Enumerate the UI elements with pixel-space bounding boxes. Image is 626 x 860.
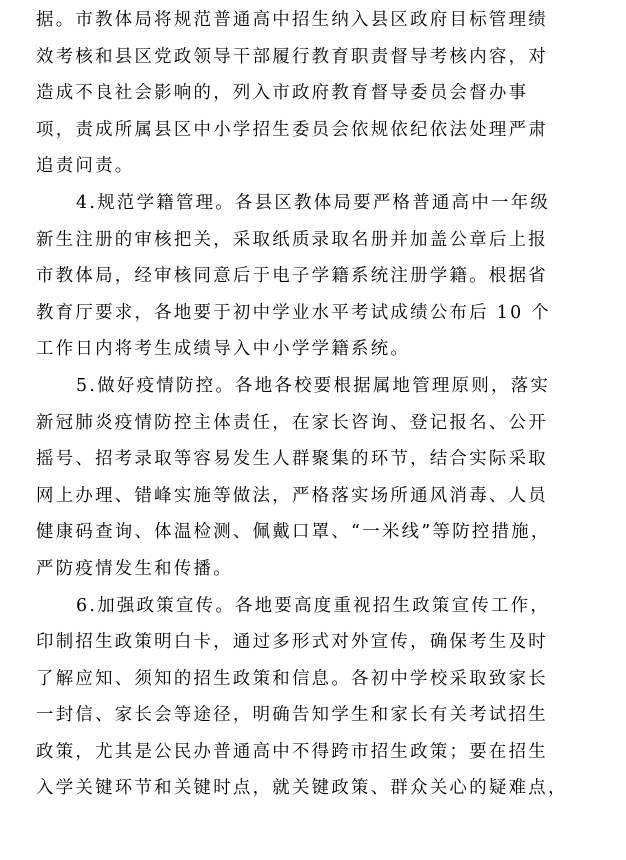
text-line: 严防疫情发生和传播。 [36, 558, 233, 579]
text-line: 4.规范学籍管理。各县区教体局要严格普通高中一年级 [76, 192, 551, 213]
text-line: 市教体局，经审核同意后于电子学籍系统注册学籍。根据省 [36, 266, 548, 287]
text-line: 项，责成所属县区中小学招生委员会依规依纪依法处理严肃 [36, 119, 548, 140]
text-line: 6.加强政策宣传。各地要高度重视招生政策宣传工作， [76, 595, 551, 616]
document-body [36, 0, 568, 807]
text-line: 一封信、家长会等途径，明确告知学生和家长有关考试招生 [36, 705, 548, 726]
text-line: 据。市教体局将规范普通高中招生纳入县区政府目标管理绩 [36, 10, 548, 30]
text-line: 健康码查询、体温检测、佩戴口罩、“一米线”等防控措施， [36, 522, 551, 543]
text-line: 印制招生政策明白卡，通过多形式对外宣传，确保考生及时 [36, 632, 548, 653]
text-line: 政策，尤其是公民办普通高中不得跨市招生政策；要在招生 [36, 741, 548, 762]
text-line: 摇号、招考录取等容易发生人群聚集的环节，结合实际采取 [36, 449, 548, 470]
text-line: 新生注册的审核把关，采取纸质录取名册并加盖公章后上报 [36, 229, 548, 250]
text-line: 工作日内将考生成绩导入中小学学籍系统。 [36, 339, 411, 360]
text-line: 5.做好疫情防控。各地各校要根据属地管理原则，落实 [76, 375, 551, 396]
text-line: 追责问责。 [36, 156, 135, 177]
text-line: 造成不良社会影响的，列入市政府教育督导委员会督办事 [36, 83, 529, 104]
text-line: 了解应知、须知的招生政策和信息。各初中学校采取致家长 [36, 668, 548, 689]
text-line: 入学关键环节和关键时点，就关键政策、群众关心的疑难点， [36, 778, 568, 799]
text-line: 教育厅要求，各地要于初中学业水平考试成绩公布后 10 个 [36, 302, 551, 323]
text-line: 新冠肺炎疫情防控主体责任，在家长咨询、登记报名、公开 [36, 412, 548, 433]
text-line: 网上办理、错峰实施等做法，严格落实场所通风消毒、人员 [36, 485, 548, 506]
text-line: 效考核和县区党政领导干部履行教育职责督导考核内容，对 [36, 46, 548, 67]
